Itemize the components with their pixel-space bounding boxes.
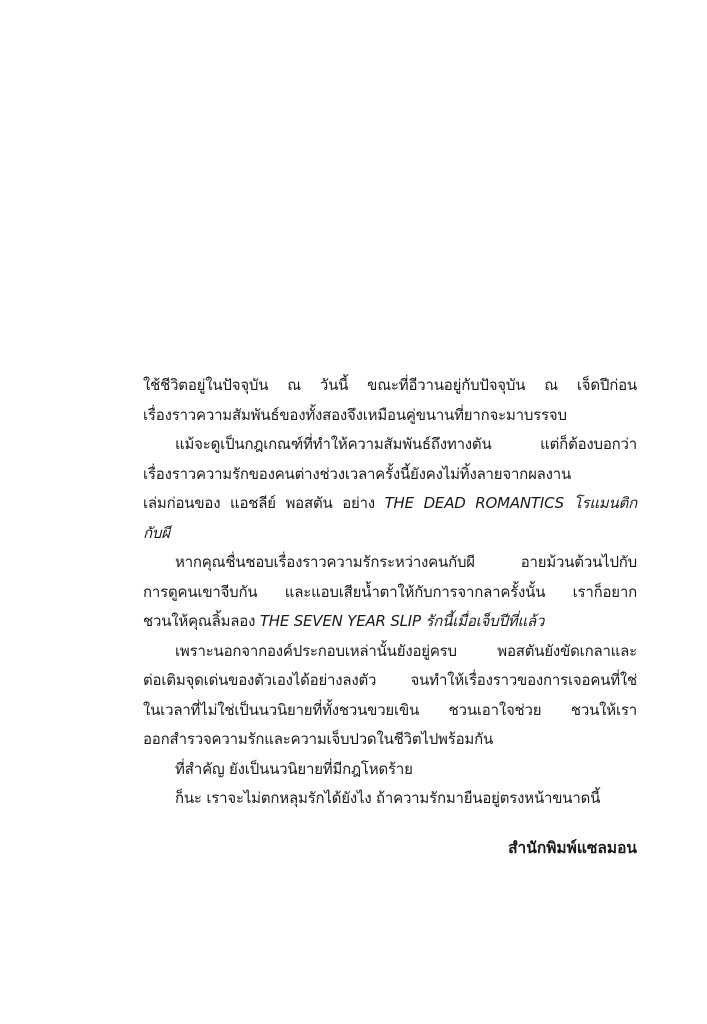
- paragraph-3-line: การดูคนเขาจีบกัน และแอบเสียน้ำตาให้กับการจากลาครั้งนั้น เราก็อยาก: [143, 582, 637, 601]
- paragraph-4-line: ต่อเติมจุดเด่นของตัวเองได้อย่างลงตัว จนทำให้เรื่องราวของการเจอคนที่ใช่: [143, 671, 637, 689]
- paragraph-1-line: เรื่องราวความสัมพันธ์ของทั้งสองจึงเหมือนคู่ขนานที่ยากจะมาบรรจบ: [143, 405, 567, 424]
- paragraph-5-line: ที่สำคัญ ยังเป็นนวนิยายที่มีกฎโหดร้าย: [175, 759, 413, 778]
- paragraph-4-line: เพราะนอกจากองค์ประกอบเหล่านั้นยังอยู่ครบ พอสตันยังขัดเกลาและ: [175, 641, 637, 660]
- book-title: THE DEAD ROMANTICS โรแมนติก: [384, 494, 637, 512]
- body-text: [143, 371, 637, 814]
- paragraph-2-line: เรื่องราวความรักของคนต่างช่วงเวลาครั้งนี้ยังคงไม่ทิ้งลายจากผลงาน: [143, 464, 572, 483]
- paragraph-text: ชวนให้คุณลิ้มลอง: [143, 612, 256, 630]
- paragraph-text: เล่มก่อนของ แอชลีย์ พอสตัน อย่าง: [143, 494, 375, 512]
- paragraph-2-line: [143, 489, 637, 519]
- paragraph-1-line: ใช้ชีวิตอยู่ในปัจจุบัน ณ วันนี้ ขณะที่อีวานอยู่กับปัจจุบัน ณ เจ็ดปีก่อน: [143, 376, 637, 394]
- paragraph-2-line: แม้จะดูเป็นกฎเกณฑ์ที่ทำให้ความสัมพันธ์ถึงทางตัน แต่ก็ต้องบอกว่า: [175, 435, 637, 453]
- paragraph-2-line: [143, 519, 637, 549]
- paragraph-4-line: ออกสำรวจความรักและความเจ็บปวดในชีวิตไปพร้อมกัน: [143, 730, 494, 748]
- paragraph-6-line: ก็นะ เราจะไม่ตกหลุมรักได้ยังไง ถ้าความรักมายืนอยู่ตรงหน้าขนาดนี้: [175, 789, 601, 807]
- book-title: กับผี: [143, 523, 170, 542]
- publisher-signature: สำนักพิมพ์แซลมอน: [508, 839, 637, 857]
- book-title: THE SEVEN YEAR SLIP รักนี้เมื่อเจ็บปีที่แล้ว: [259, 612, 545, 630]
- paragraph-3-line: [143, 607, 637, 637]
- paragraph-3-line: หากคุณชื่นชอบเรื่องราวความรักระหว่างคนกับผี อายม้วนต้วนไปกับ: [175, 553, 637, 571]
- paragraph-4-line: ในเวลาที่ไม่ใช่เป็นนวนิยายที่ทั้งชวนขวยเขิน ชวนเอาใจช่วย ชวนให้เรา: [143, 700, 637, 719]
